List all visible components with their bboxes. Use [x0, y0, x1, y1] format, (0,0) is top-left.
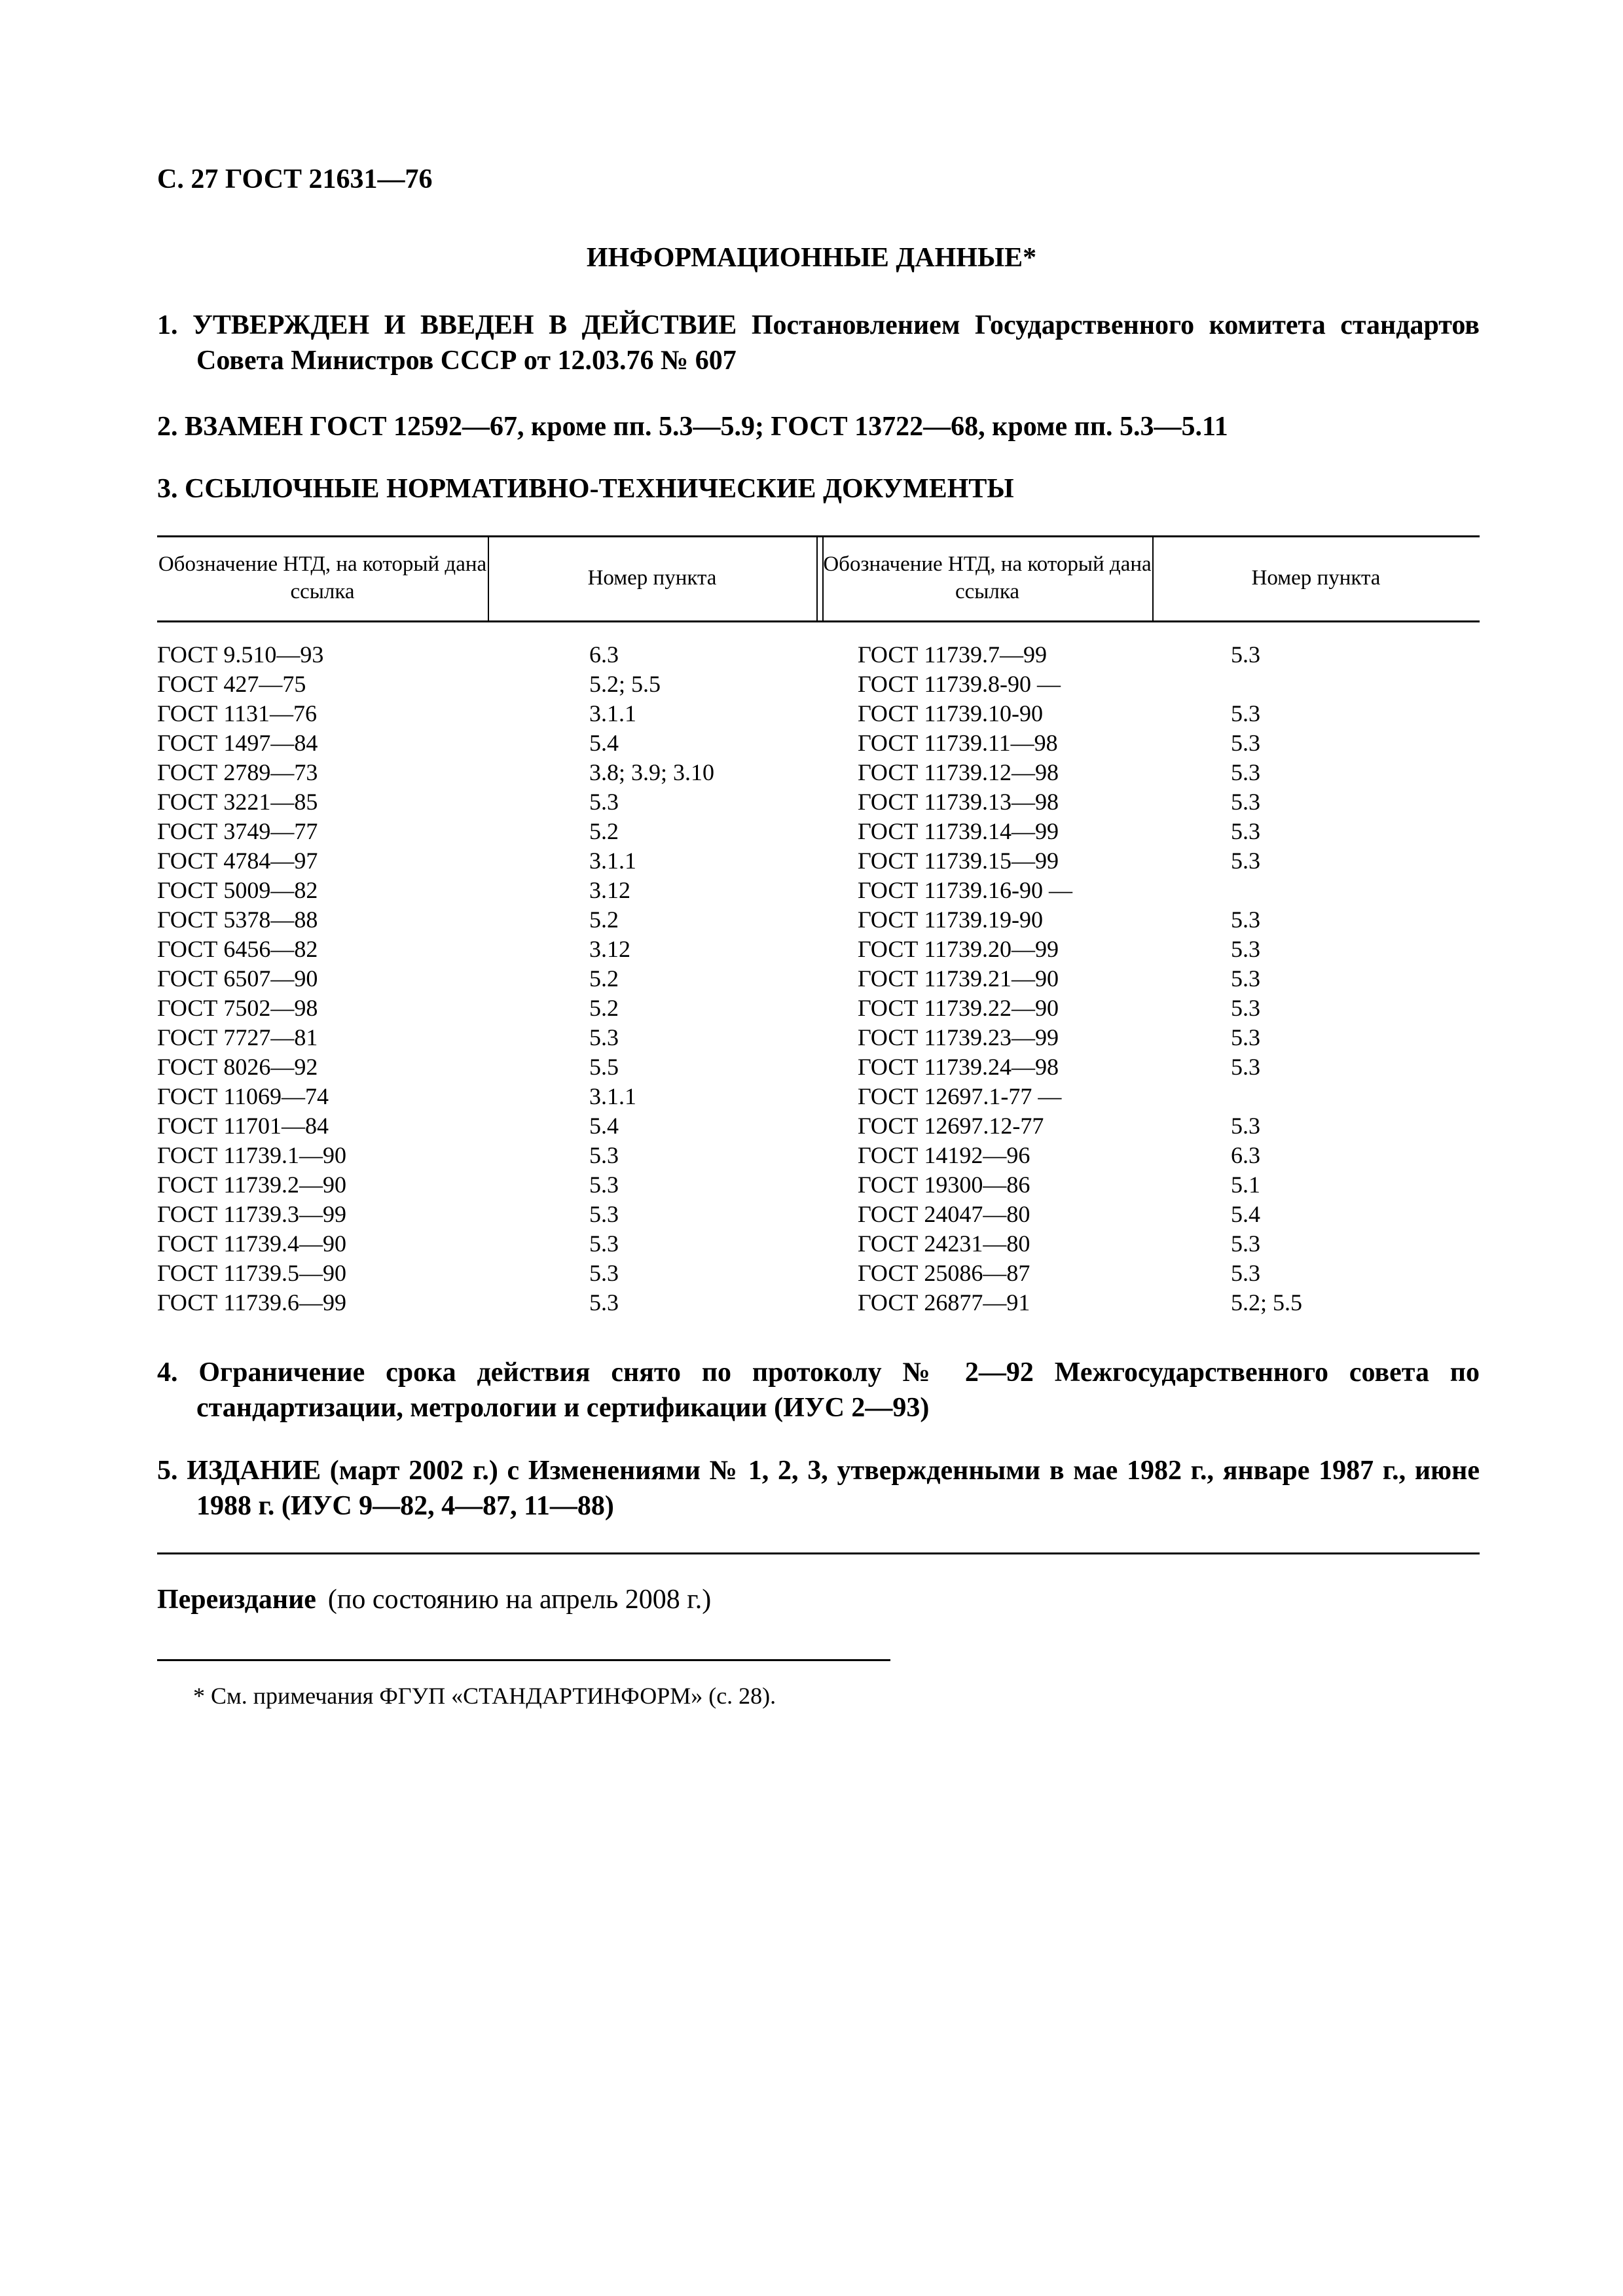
ref-doc-left: ГОСТ 427—75	[157, 671, 306, 697]
left-item-column	[589, 640, 714, 1318]
ref-doc-right: ГОСТ 12697.1-77 —	[858, 1083, 1062, 1109]
ref-item-left: 3.1.1	[589, 700, 636, 726]
ref-item-right: 5.1	[1231, 1172, 1260, 1198]
ref-item-right: 5.3	[1231, 1113, 1260, 1139]
ref-doc-left: ГОСТ 11739.2—90	[157, 1172, 347, 1198]
ref-item-right: 5.3	[1231, 789, 1260, 815]
ref-item-right: 5.3	[1231, 759, 1260, 785]
ref-item-left: 3.8; 3.9; 3.10	[589, 759, 715, 785]
ref-item-left: 3.1.1	[589, 848, 636, 874]
ref-item-left: 5.5	[589, 1054, 619, 1080]
ref-item-right: 5.3	[1231, 730, 1260, 756]
ref-doc-right: ГОСТ 11739.19-90	[858, 906, 1044, 933]
ref-doc-right: ГОСТ 11739.12—98	[858, 759, 1059, 785]
ref-doc-left: ГОСТ 11739.3—99	[157, 1201, 347, 1227]
ref-item-right: 6.3	[1231, 1142, 1260, 1168]
ref-doc-right: ГОСТ 11739.14—99	[858, 818, 1059, 844]
ref-doc-right: ГОСТ 11739.13—98	[858, 789, 1059, 815]
ref-doc-right: ГОСТ 11739.24—98	[858, 1054, 1059, 1080]
ref-doc-right: ГОСТ 14192—96	[858, 1142, 1030, 1168]
ref-item-left: 5.3	[589, 1201, 619, 1227]
item-5-text: 5. ИЗДАНИЕ (март 2002 г.) с Изменениями № 1, 2, 3, утвержденными в мае 1982 г., январе 1987 г., июне 1988 г. (ИУС 9—82, 4—87, 11—88)	[157, 1456, 1480, 1521]
ref-item-right: 5.3	[1231, 936, 1260, 962]
section-bottom-rule	[157, 1552, 1480, 1554]
footnote: * См. примечания ФГУП «СТАНДАРТИНФОРМ» (с. 28).	[193, 1683, 776, 1709]
ref-item-left: 5.4	[589, 730, 619, 756]
ref-doc-right: ГОСТ 11739.20—99	[858, 936, 1059, 962]
ref-doc-left: ГОСТ 11739.5—90	[157, 1260, 347, 1286]
ref-item-right: 5.3	[1231, 1260, 1260, 1286]
footnote-rule	[157, 1659, 890, 1661]
item-3: 3. ССЫЛОЧНЫЕ НОРМАТИВНО-ТЕХНИЧЕСКИЕ ДОКУМЕНТЫ	[157, 474, 1014, 504]
ref-doc-left: ГОСТ 6507—90	[157, 965, 318, 992]
ref-doc-right: ГОСТ 24047—80	[858, 1201, 1030, 1227]
ref-doc-left: ГОСТ 6456—82	[157, 936, 318, 962]
ref-item-right	[1231, 670, 1302, 699]
ref-item-left: 5.2	[589, 995, 619, 1021]
ref-doc-right: ГОСТ 11739.10-90	[858, 700, 1044, 726]
ref-doc-right: ГОСТ 26877—91	[858, 1289, 1030, 1316]
ref-doc-left: ГОСТ 5378—88	[157, 906, 318, 933]
ref-doc-right: ГОСТ 11739.11—98	[858, 730, 1058, 756]
column-header-item-right: Номер пункта	[1251, 566, 1381, 590]
ref-doc-left: ГОСТ 11069—74	[157, 1083, 329, 1109]
ref-doc-right: ГОСТ 25086—87	[858, 1260, 1030, 1286]
ref-item-right: 5.2; 5.5	[1231, 1289, 1303, 1316]
ref-doc-right: ГОСТ 11739.22—90	[858, 995, 1059, 1021]
ref-item-right: 5.3	[1231, 848, 1260, 874]
item-1-heading: 1. УТВЕРЖДЕН И ВВЕДЕН В ДЕЙСТВИЕ	[157, 310, 737, 340]
ref-item-right: 5.3	[1231, 906, 1260, 933]
ref-doc-right: ГОСТ 11739.16-90 —	[858, 877, 1073, 903]
ref-item-left: 6.3	[589, 641, 619, 668]
ref-item-left: 3.12	[589, 877, 630, 903]
ref-doc-left: ГОСТ 8026—92	[157, 1054, 318, 1080]
ref-item-left: 5.3	[589, 789, 619, 815]
table-header-rule	[157, 620, 1480, 622]
ref-doc-left: ГОСТ 11739.4—90	[157, 1230, 347, 1257]
ref-item-left: 5.3	[589, 1289, 619, 1316]
ref-doc-left: ГОСТ 1497—84	[157, 730, 318, 756]
page-header: С. 27 ГОСТ 21631—76	[157, 164, 433, 194]
ref-item-left: 3.12	[589, 936, 630, 962]
ref-doc-right: ГОСТ 11739.23—99	[858, 1024, 1059, 1050]
ref-item-right: 5.3	[1231, 1054, 1260, 1080]
ref-doc-left: ГОСТ 7502—98	[157, 995, 318, 1021]
ref-item-left: 5.3	[589, 1260, 619, 1286]
ref-doc-left: ГОСТ 7727—81	[157, 1024, 318, 1050]
ref-item-left: 5.4	[589, 1113, 619, 1139]
ref-item-right	[1231, 876, 1302, 905]
column-header-doc-right: Обозначение НТД, на который дана ссылка	[823, 552, 1152, 603]
ref-doc-left: ГОСТ 3221—85	[157, 789, 318, 815]
ref-doc-left: ГОСТ 11701—84	[157, 1113, 329, 1139]
ref-doc-left: ГОСТ 3749—77	[157, 818, 318, 844]
ref-doc-left: ГОСТ 5009—82	[157, 877, 318, 903]
ref-doc-left: ГОСТ 4784—97	[157, 848, 318, 874]
ref-item-left: 5.3	[589, 1142, 619, 1168]
ref-item-right	[1231, 1082, 1302, 1111]
ref-item-right: 5.3	[1231, 965, 1260, 992]
ref-item-left: 5.3	[589, 1230, 619, 1257]
reissue-label: Переиздание	[157, 1585, 316, 1615]
right-item-column	[1231, 640, 1302, 1318]
reissue-text: (по состоянию на апрель 2008 г.)	[327, 1585, 712, 1615]
ref-doc-left: ГОСТ 9.510—93	[157, 641, 324, 668]
ref-item-right: 5.4	[1231, 1201, 1260, 1227]
ref-item-left: 3.1.1	[589, 1083, 636, 1109]
ref-item-left: 5.3	[589, 1172, 619, 1198]
left-doc-column	[157, 640, 346, 1318]
ref-doc-left: ГОСТ 1131—76	[157, 700, 318, 726]
table-divider	[816, 535, 818, 620]
item-1-text: Постановлением Государственного комитета стандартов Совета Министров СССР от 12.03.76 № 607	[196, 310, 1480, 376]
ref-doc-right: ГОСТ 11739.8-90 —	[858, 671, 1061, 697]
ref-doc-right: ГОСТ 11739.21—90	[858, 965, 1059, 992]
ref-item-right: 5.3	[1231, 700, 1260, 726]
reissue-line	[157, 1584, 711, 1615]
ref-item-left: 5.2	[589, 965, 619, 992]
ref-item-left: 5.2	[589, 818, 619, 844]
ref-doc-right: ГОСТ 11739.7—99	[858, 641, 1048, 668]
ref-item-left: 5.2; 5.5	[589, 671, 661, 697]
ref-item-right: 5.3	[1231, 641, 1260, 668]
ref-item-left: 5.3	[589, 1024, 619, 1050]
section-title: ИНФОРМАЦИОННЫЕ ДАННЫЕ*	[586, 243, 1037, 273]
ref-doc-left: ГОСТ 2789—73	[157, 759, 318, 785]
item-5	[157, 1453, 1480, 1524]
right-doc-column	[858, 640, 1072, 1318]
ref-doc-right: ГОСТ 12697.12-77	[858, 1113, 1044, 1139]
ref-doc-right: ГОСТ 24231—80	[858, 1230, 1030, 1257]
ref-doc-right: ГОСТ 11739.15—99	[858, 848, 1059, 874]
item-1	[157, 308, 1480, 378]
column-header-doc-left: Обозначение НТД, на который дана ссылка	[158, 552, 487, 603]
ref-item-right: 5.3	[1231, 1024, 1260, 1050]
ref-item-right: 5.3	[1231, 995, 1260, 1021]
item-4-text: 4. Ограничение срока действия снято по протоколу № 2—92 Межгосударственного совета по стандартизации, метрологии и сертификации (ИУС 2—93)	[157, 1357, 1480, 1423]
ref-item-left: 5.2	[589, 906, 619, 933]
item-4	[157, 1355, 1480, 1426]
column-header-item-left: Номер пункта	[587, 566, 717, 590]
ref-doc-left: ГОСТ 11739.1—90	[157, 1142, 347, 1168]
ref-item-right: 5.3	[1231, 1230, 1260, 1257]
ref-doc-right: ГОСТ 19300—86	[858, 1172, 1030, 1198]
ref-item-right: 5.3	[1231, 818, 1260, 844]
item-2: 2. ВЗАМЕН ГОСТ 12592—67, кроме пп. 5.3—5.9; ГОСТ 13722—68, кроме пп. 5.3—5.11	[157, 412, 1228, 442]
ref-doc-left: ГОСТ 11739.6—99	[157, 1289, 347, 1316]
